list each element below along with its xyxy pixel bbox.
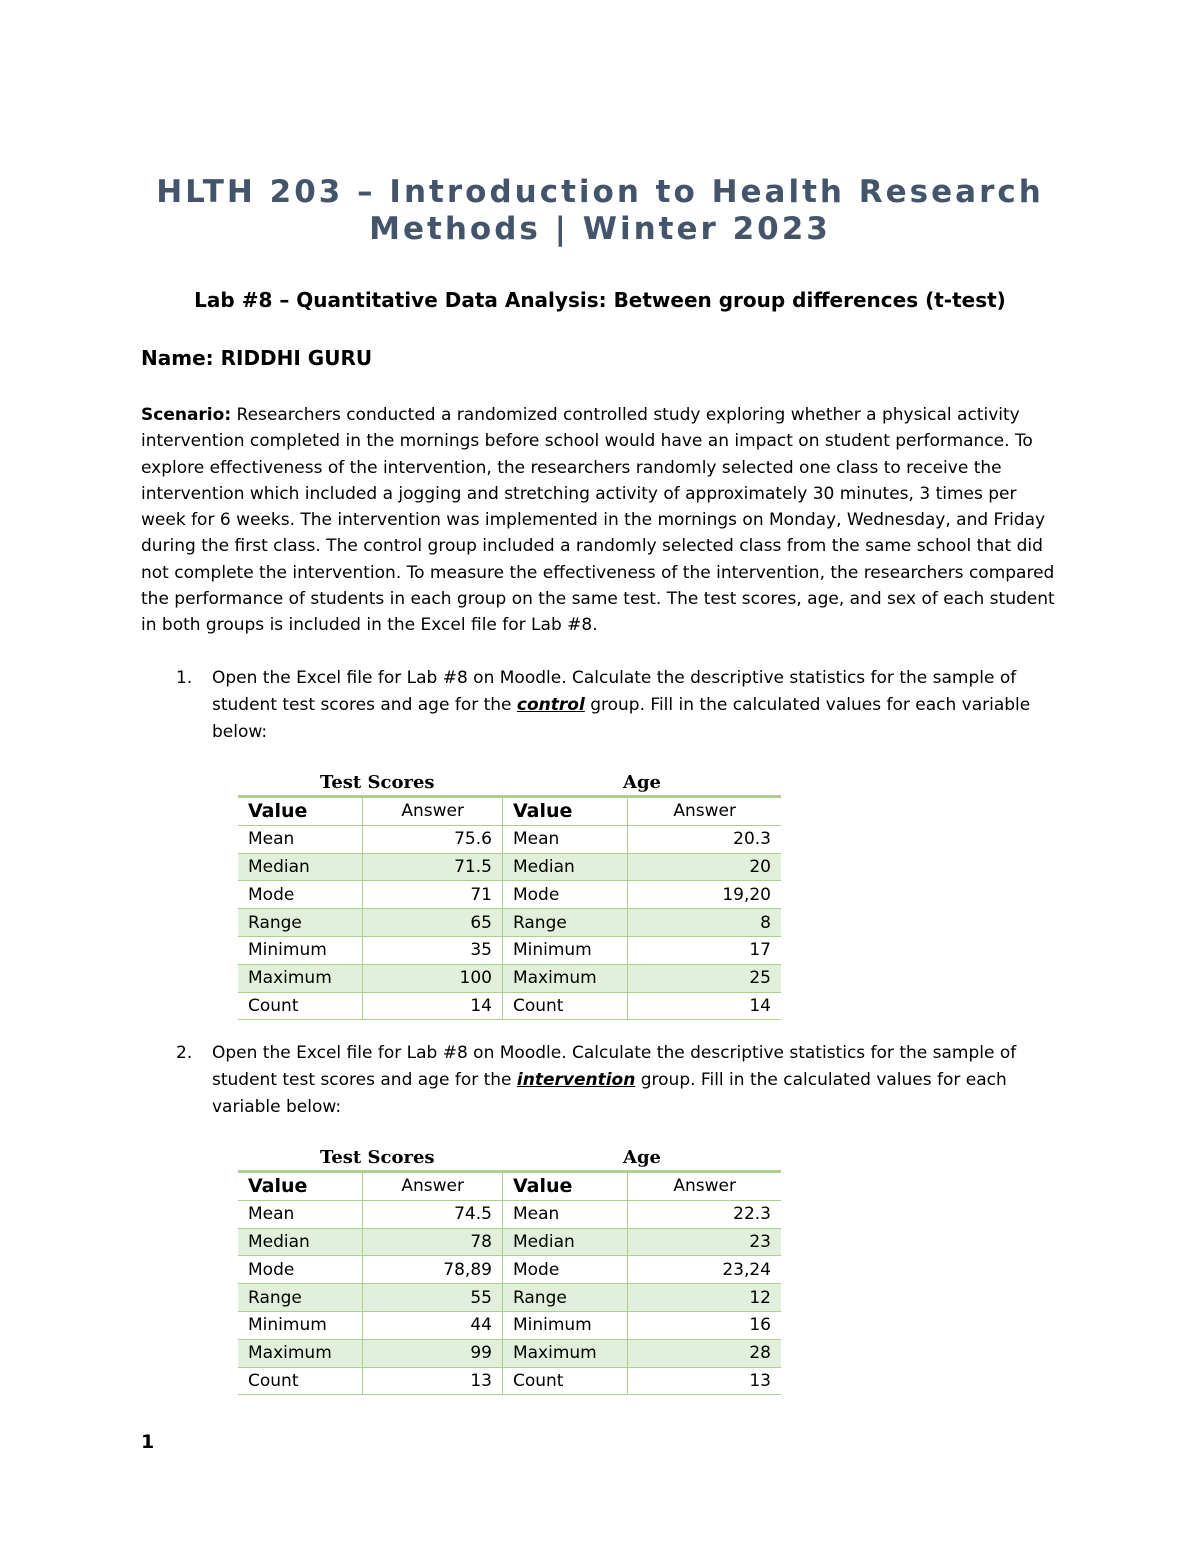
stat-value-cell: 74.5 bbox=[363, 1200, 503, 1228]
document-title bbox=[120, 174, 1080, 248]
stat-label-cell: Maximum bbox=[502, 964, 627, 992]
table-1-caption-test-scores: Test Scores bbox=[320, 772, 435, 793]
stat-value-cell: 12 bbox=[628, 1284, 781, 1312]
stat-label-cell: Minimum bbox=[502, 1311, 627, 1339]
stat-value-cell: 35 bbox=[363, 936, 503, 964]
stat-value-cell: 44 bbox=[363, 1311, 503, 1339]
question-1 bbox=[176, 665, 1056, 745]
table-row bbox=[238, 936, 781, 964]
student-name: Name: RIDDHI GURU bbox=[141, 346, 373, 370]
question-text-before: Open the Excel file for Lab #8 on Moodle. Calculate the descriptive statistics for the sample of student test scores and age for the bbox=[212, 1043, 1017, 1090]
question-number: 1. bbox=[176, 668, 193, 688]
table-row bbox=[238, 1200, 781, 1228]
stat-label-cell: Range bbox=[502, 1284, 627, 1312]
stat-value-cell: 23 bbox=[628, 1228, 781, 1256]
document-title-line-1: HLTH 203 – Introduction to Health Research bbox=[156, 174, 1044, 210]
header-value: Value bbox=[238, 797, 363, 826]
control-group-stats-table bbox=[238, 795, 781, 1020]
stat-label-cell: Minimum bbox=[238, 936, 363, 964]
table-header-row bbox=[238, 1172, 781, 1201]
table-row bbox=[238, 1256, 781, 1284]
table-row bbox=[238, 1228, 781, 1256]
table-row bbox=[238, 1339, 781, 1367]
stat-label-cell: Mode bbox=[238, 1256, 363, 1284]
question-number: 2. bbox=[176, 1043, 193, 1063]
table-row bbox=[238, 1367, 781, 1395]
question-text-after: group. Fill in the calculated values for each variable below: bbox=[212, 694, 1031, 742]
question-text bbox=[212, 665, 1056, 745]
intervention-group-stats-table bbox=[238, 1170, 781, 1395]
stat-label-cell: Median bbox=[238, 853, 363, 881]
table-row bbox=[238, 881, 781, 909]
stat-value-cell: 13 bbox=[749, 1370, 771, 1391]
stat-label-cell: Range bbox=[502, 909, 627, 937]
stat-label-cell: Maximum bbox=[502, 1339, 627, 1367]
stat-value-cell: 14 bbox=[749, 995, 771, 1016]
stat-value-cell: 22.3 bbox=[733, 1204, 771, 1225]
lab-title: Lab #8 – Quantitative Data Analysis: Between group differences (t-test) bbox=[194, 288, 1006, 312]
table-row bbox=[238, 909, 781, 937]
question-2 bbox=[176, 1040, 1056, 1120]
stat-value-cell: 28 bbox=[628, 1339, 781, 1367]
stat-value-cell: 19,20 bbox=[722, 884, 771, 905]
stat-label-cell: Maximum bbox=[238, 1339, 363, 1367]
table-2-caption-age: Age bbox=[623, 1147, 662, 1168]
table-row bbox=[238, 853, 781, 881]
stat-value-cell: 14 bbox=[363, 992, 503, 1020]
table-row bbox=[238, 964, 781, 992]
stat-label-cell: Median bbox=[502, 853, 627, 881]
stat-value-cell: 75.6 bbox=[363, 825, 503, 853]
scenario-text: Researchers conducted a randomized controlled study exploring whether a physical activity intervention completed in the mornings before school would have an impact on student performance. To explore effectiveness of the intervention, the researchers randomly selected one class to receive the intervention which included a jogging and stretching activity of approximately 30 minutes, 3 times per week for 6 weeks. The intervention was implemented in the mornings on Monday, Wednesday, and Friday during the first class. The control group included a randomly selected class from the same school that did not complete the intervention. To measure the effectiveness of the intervention, the researchers compared the performance of students in each group on the same test. The test scores, age, and sex of each student in both groups is included in the Excel file for Lab #8. bbox=[141, 405, 1055, 636]
stat-value-cell: 25 bbox=[628, 964, 781, 992]
stat-value-cell: 65 bbox=[363, 909, 503, 937]
stat-label-cell: Mean bbox=[502, 1200, 627, 1228]
stat-label-cell: Mode bbox=[502, 1256, 627, 1284]
question-emphasis: control bbox=[516, 694, 585, 715]
stat-label-cell: Range bbox=[238, 909, 363, 937]
stat-label-cell: Mode bbox=[502, 881, 627, 909]
table-1-caption-age: Age bbox=[623, 772, 662, 793]
table-row bbox=[238, 992, 781, 1020]
stat-label-cell: Maximum bbox=[238, 964, 363, 992]
table-row bbox=[238, 825, 781, 853]
page-number: 1 bbox=[141, 1431, 155, 1453]
scenario-label: Scenario: bbox=[141, 405, 232, 425]
stat-value-cell: 20 bbox=[628, 853, 781, 881]
stat-label-cell: Mode bbox=[238, 881, 363, 909]
stat-value-cell: 78 bbox=[363, 1228, 503, 1256]
stat-label-cell: Minimum bbox=[238, 1311, 363, 1339]
stat-value-cell: 78,89 bbox=[363, 1256, 503, 1284]
table-row bbox=[238, 1311, 781, 1339]
header-value: Value bbox=[502, 1172, 627, 1201]
stat-value-cell: 100 bbox=[363, 964, 503, 992]
stat-label-cell: Range bbox=[238, 1284, 363, 1312]
document-title-line-2: Methods | Winter 2023 bbox=[369, 211, 831, 247]
stat-value-cell: 20.3 bbox=[733, 829, 771, 850]
stat-value-cell: 55 bbox=[363, 1284, 503, 1312]
stat-label-cell: Count bbox=[238, 992, 363, 1020]
header-answer: Answer bbox=[673, 1176, 737, 1197]
table-header-row bbox=[238, 797, 781, 826]
stat-label-cell: Mean bbox=[238, 1200, 363, 1228]
question-text-after: group. Fill in the calculated values for each variable below: bbox=[212, 1069, 1007, 1117]
header-answer: Answer bbox=[363, 797, 503, 826]
stat-label-cell: Count bbox=[502, 1367, 627, 1395]
header-answer: Answer bbox=[673, 801, 737, 822]
table-2-caption-test-scores: Test Scores bbox=[320, 1147, 435, 1168]
header-answer: Answer bbox=[363, 1172, 503, 1201]
stat-label-cell: Median bbox=[502, 1228, 627, 1256]
stat-value-cell: 71.5 bbox=[363, 853, 503, 881]
stat-label-cell: Count bbox=[238, 1367, 363, 1395]
scenario-paragraph bbox=[141, 402, 1066, 639]
stat-value-cell: 71 bbox=[363, 881, 503, 909]
table-row bbox=[238, 1284, 781, 1312]
stat-value-cell: 8 bbox=[628, 909, 781, 937]
header-value: Value bbox=[502, 797, 627, 826]
question-text-before: Open the Excel file for Lab #8 on Moodle. Calculate the descriptive statistics for the sample of student test scores and age for the bbox=[212, 668, 1017, 715]
stat-label-cell: Mean bbox=[502, 825, 627, 853]
stat-value-cell: 16 bbox=[749, 1315, 771, 1336]
question-emphasis: intervention bbox=[516, 1069, 636, 1090]
stat-label-cell: Count bbox=[502, 992, 627, 1020]
stat-label-cell: Mean bbox=[238, 825, 363, 853]
header-value: Value bbox=[238, 1172, 363, 1201]
stat-label-cell: Median bbox=[238, 1228, 363, 1256]
question-text bbox=[212, 1040, 1056, 1120]
stat-value-cell: 17 bbox=[749, 940, 771, 961]
stat-label-cell: Minimum bbox=[502, 936, 627, 964]
stat-value-cell: 99 bbox=[363, 1339, 503, 1367]
stat-value-cell: 13 bbox=[363, 1367, 503, 1395]
stat-value-cell: 23,24 bbox=[722, 1259, 771, 1280]
